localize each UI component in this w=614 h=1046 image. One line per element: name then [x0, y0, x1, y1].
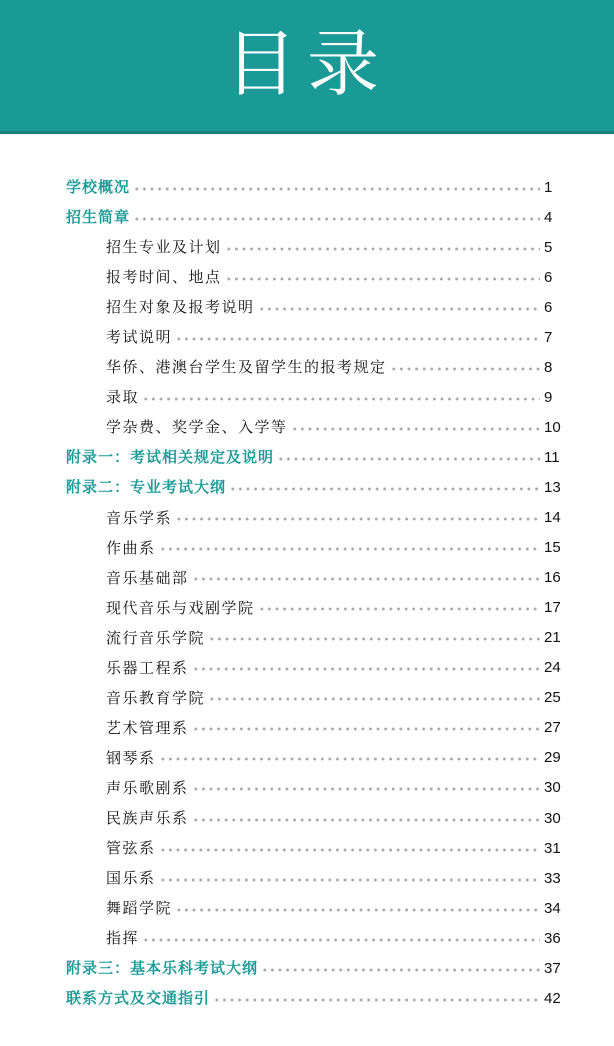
toc-subsection[interactable] [0, 713, 614, 743]
toc-section[interactable] [0, 472, 614, 502]
dot-leader [229, 487, 540, 491]
toc-entry-label: 艺术管理系 [106, 718, 189, 737]
toc-subsection[interactable] [0, 893, 614, 923]
dot-leader [133, 187, 540, 191]
toc-page-number: 4 [544, 208, 553, 226]
toc-entry-label: 钢琴系 [106, 748, 156, 767]
toc-entry-label: 民族声乐系 [106, 809, 189, 827]
toc-entry-label: 招生简章 [66, 208, 131, 227]
toc-page-number: 24 [544, 659, 561, 677]
toc-page-number: 34 [544, 899, 561, 917]
toc-subsection[interactable] [0, 262, 614, 292]
toc-page-number: 30 [544, 779, 561, 797]
dot-leader [175, 517, 540, 521]
toc-entry-label: 音乐教育学院 [106, 688, 206, 707]
toc-entry-label: 学杂费、奖学金、入学等 [106, 418, 288, 437]
toc-page-number: 31 [544, 839, 561, 857]
toc-page-number: 25 [544, 689, 561, 707]
toc-subsection[interactable] [0, 833, 614, 863]
dot-leader [159, 878, 540, 882]
toc-entry-label: 舞蹈学院 [106, 899, 173, 918]
toc-section[interactable] [0, 202, 614, 232]
toc-subsection[interactable] [0, 653, 614, 683]
toc-entry-label: 音乐学系 [106, 508, 173, 527]
toc-entry-label: 乐器工程系 [106, 658, 189, 677]
toc-page-number: 6 [544, 268, 553, 286]
toc-entry-label: 现代音乐与戏剧学院 [106, 598, 255, 617]
toc-entry-label: 流行音乐学院 [106, 628, 206, 647]
dot-leader [277, 457, 540, 461]
toc-page-number: 42 [544, 989, 561, 1007]
toc-section[interactable] [0, 983, 614, 1013]
toc-page-number: 33 [544, 869, 561, 887]
dot-leader [192, 667, 540, 671]
dot-leader [192, 727, 540, 731]
toc-subsection[interactable] [0, 863, 614, 893]
toc-entry-label: 学校概况 [66, 178, 131, 197]
dot-leader [390, 367, 540, 371]
toc-subsection[interactable] [0, 623, 614, 653]
toc-subsection[interactable] [0, 382, 614, 412]
dot-leader [159, 757, 540, 761]
dot-leader [261, 968, 540, 972]
toc-page-number: 37 [544, 959, 561, 977]
toc-subsection[interactable] [0, 743, 614, 773]
dot-leader [291, 427, 540, 431]
dot-leader [192, 787, 540, 791]
toc-entry-label: 附录三：基本乐科考试大纲 [66, 959, 259, 978]
dot-leader [213, 998, 540, 1002]
toc-entry-label: 招生对象及报考说明 [106, 298, 255, 317]
toc-section[interactable] [0, 442, 614, 472]
dot-leader [192, 577, 540, 581]
dot-leader [159, 547, 540, 551]
toc-page-number: 9 [544, 388, 553, 406]
toc-entry-label: 声乐歌剧系 [106, 778, 189, 797]
toc-page-number: 6 [544, 298, 553, 316]
toc-page-number: 36 [544, 929, 561, 947]
toc-entry-label: 国乐系 [106, 869, 156, 888]
dot-leader [208, 637, 540, 641]
dot-leader [142, 938, 540, 942]
dot-leader [142, 397, 540, 401]
toc-section[interactable] [0, 953, 614, 983]
toc-entry-label: 考试说明 [106, 328, 173, 347]
toc-subsection[interactable] [0, 683, 614, 713]
dot-leader [225, 247, 540, 251]
toc-entry-label: 音乐基础部 [106, 568, 189, 587]
toc-page-number: 17 [544, 599, 561, 617]
dot-leader [225, 277, 540, 281]
dot-leader [208, 697, 540, 701]
page-title: 目录 [224, 22, 389, 106]
toc-page-number: 21 [544, 629, 561, 647]
toc-page-number: 15 [544, 539, 561, 557]
toc-page-number: 11 [544, 448, 560, 466]
toc-page-number: 7 [544, 328, 553, 346]
toc-page-number: 1 [544, 178, 553, 196]
toc-entry-label: 华侨、港澳台学生及留学生的报考规定 [106, 358, 387, 377]
toc-subsection[interactable] [0, 923, 614, 953]
toc-page-number: 27 [544, 719, 561, 737]
header-banner [0, 0, 614, 131]
dot-leader [133, 217, 540, 221]
dot-leader [175, 337, 540, 341]
toc-page-number: 30 [544, 809, 561, 827]
toc-section[interactable] [0, 172, 614, 202]
toc-subsection[interactable] [0, 232, 614, 262]
toc-entry-label: 附录二：专业考试大纲 [66, 478, 227, 497]
dot-leader [159, 848, 540, 852]
dot-leader [258, 607, 540, 611]
toc-entry-label: 录取 [106, 388, 140, 407]
toc-entry-label: 管弦系 [106, 839, 156, 858]
toc-page-number: 14 [544, 509, 561, 527]
toc-page-number: 8 [544, 358, 553, 376]
toc-page-number: 16 [544, 569, 561, 587]
toc-entry-label: 作曲系 [106, 538, 156, 557]
table-of-contents [0, 172, 614, 1013]
dot-leader [258, 307, 540, 311]
dot-leader [175, 908, 540, 912]
toc-subsection[interactable] [0, 593, 614, 623]
toc-page-number: 29 [544, 749, 561, 767]
toc-subsection[interactable] [0, 803, 614, 833]
toc-entry-label: 招生专业及计划 [106, 238, 222, 257]
toc-entry-label: 联系方式及交通指引 [66, 989, 211, 1008]
toc-subsection[interactable] [0, 352, 614, 382]
toc-entry-label: 附录一：考试相关规定及说明 [66, 448, 275, 467]
toc-subsection[interactable] [0, 773, 614, 803]
toc-entry-label: 指挥 [106, 929, 140, 948]
toc-subsection[interactable] [0, 412, 614, 442]
toc-page-number: 13 [544, 478, 561, 496]
toc-subsection[interactable] [0, 292, 614, 322]
toc-page-number: 5 [544, 238, 553, 256]
toc-subsection[interactable] [0, 322, 614, 352]
toc-entry-label: 报考时间、地点 [106, 268, 222, 287]
dot-leader [192, 818, 540, 822]
toc-subsection[interactable] [0, 503, 614, 533]
toc-page-number: 10 [544, 418, 561, 436]
toc-subsection[interactable] [0, 563, 614, 593]
toc-subsection[interactable] [0, 533, 614, 563]
